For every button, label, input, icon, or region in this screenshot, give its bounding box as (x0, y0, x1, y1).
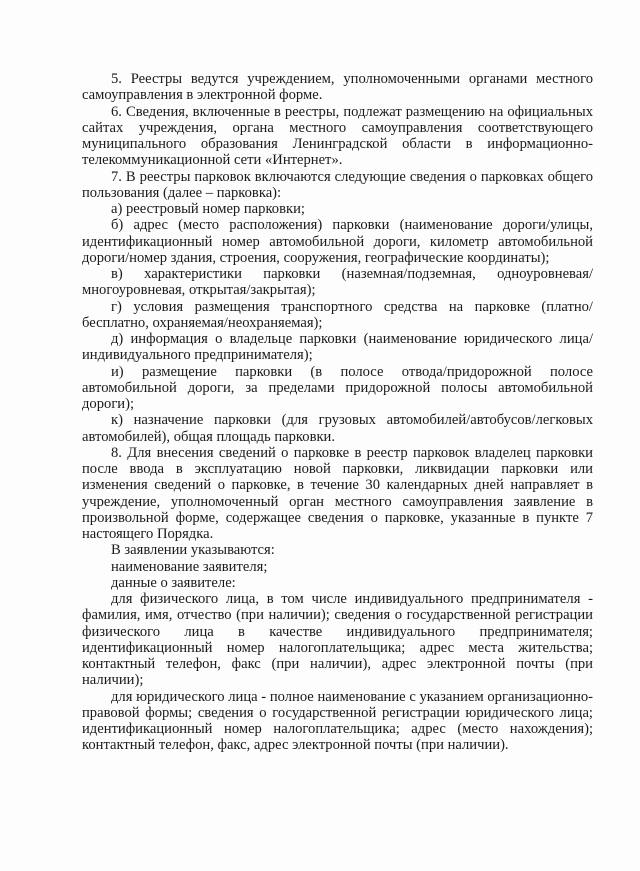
document-body (82, 71, 593, 754)
list-item-g: г) условия размещения транспортного средства на парковке (платно/бесплатно, охраняемая/неохраняемая); (82, 298, 593, 331)
list-item-d: д) информация о владельце парковки (наименование юридического лица/индивидуального предпринимателя); (82, 331, 593, 364)
paragraph-application-procedure: 8. Для внесения сведений о парковке в реестр парковок владелец парковки после ввода в эксплуатацию новой парковки, ликвидации парковки или изменения сведений о парковке, в течение 30 календарных дней направляет в учреждение, уполномоченный орган местного самоуправления заявление в произвольной форме, содержащее сведения о парковке, указанные в пункте 7 настоящего Порядка. (82, 444, 593, 542)
paragraph-individual-data: для физического лица, в том числе индивидуального предпринимателя - фамилия, имя, отчество (при наличии); сведения о государственной регистрации физического лица в качестве индивидуального предпринимателя; идентификационный номер налогоплательщика; адрес места жительства; контактный телефон, факс (при наличии), адрес электронной почты (при наличии); (82, 591, 593, 689)
paragraph-registry-maintenance: 5. Реестры ведутся учреждением, уполномоченными органами местного самоуправления в электронной форме. (82, 71, 593, 104)
list-item-b: б) адрес (место расположения) парковки (наименование дороги/улицы, идентификационный номер автомобильной дороги, километр автомобильной дороги/номер здания, строения, сооружения, географические координаты); (82, 217, 593, 266)
paragraph-application-contents: В заявлении указываются: (111, 542, 275, 559)
list-item-a: а) реестровый номер парковки; (111, 201, 305, 217)
paragraph-registry-publication: 6. Сведения, включенные в реестры, подлежат размещению на официальных сайтах учреждения, органа местного самоуправления соответствующего муниципального образования Ленинградской области в информационно-телекоммуникационной сети «Интернет». (82, 103, 593, 169)
paragraph-registry-contents: 7. В реестры парковок включаются следующие сведения о парковках общего пользования (далее – парковка): (82, 168, 593, 201)
paragraph-applicant-name: наименование заявителя; (111, 558, 268, 575)
paragraph-applicant-data: данные о заявителе: (111, 574, 236, 591)
list-item-i: и) размещение парковки (в полосе отвода/придорожной полосе автомобильной дороги, за пределами придорожной полосы автомобильной дороги); (82, 363, 593, 412)
paragraph-legal-entity-data: для юридического лица - полное наименование с указанием организационно-правовой формы; сведения о государственной регистрации юридического лица; идентификационный номер налогоплательщика; адрес (место нахождения); контактный телефон, факс, адрес электронной почты (при наличии). (82, 688, 593, 754)
list-item-k: к) назначение парковки (для грузовых автомобилей/автобусов/легковых автомобилей), общая площадь парковки. (82, 412, 593, 445)
list-item-v: в) характеристики парковки (наземная/подземная, одноуровневая/многоуровневая, открытая/закрытая); (82, 266, 593, 299)
